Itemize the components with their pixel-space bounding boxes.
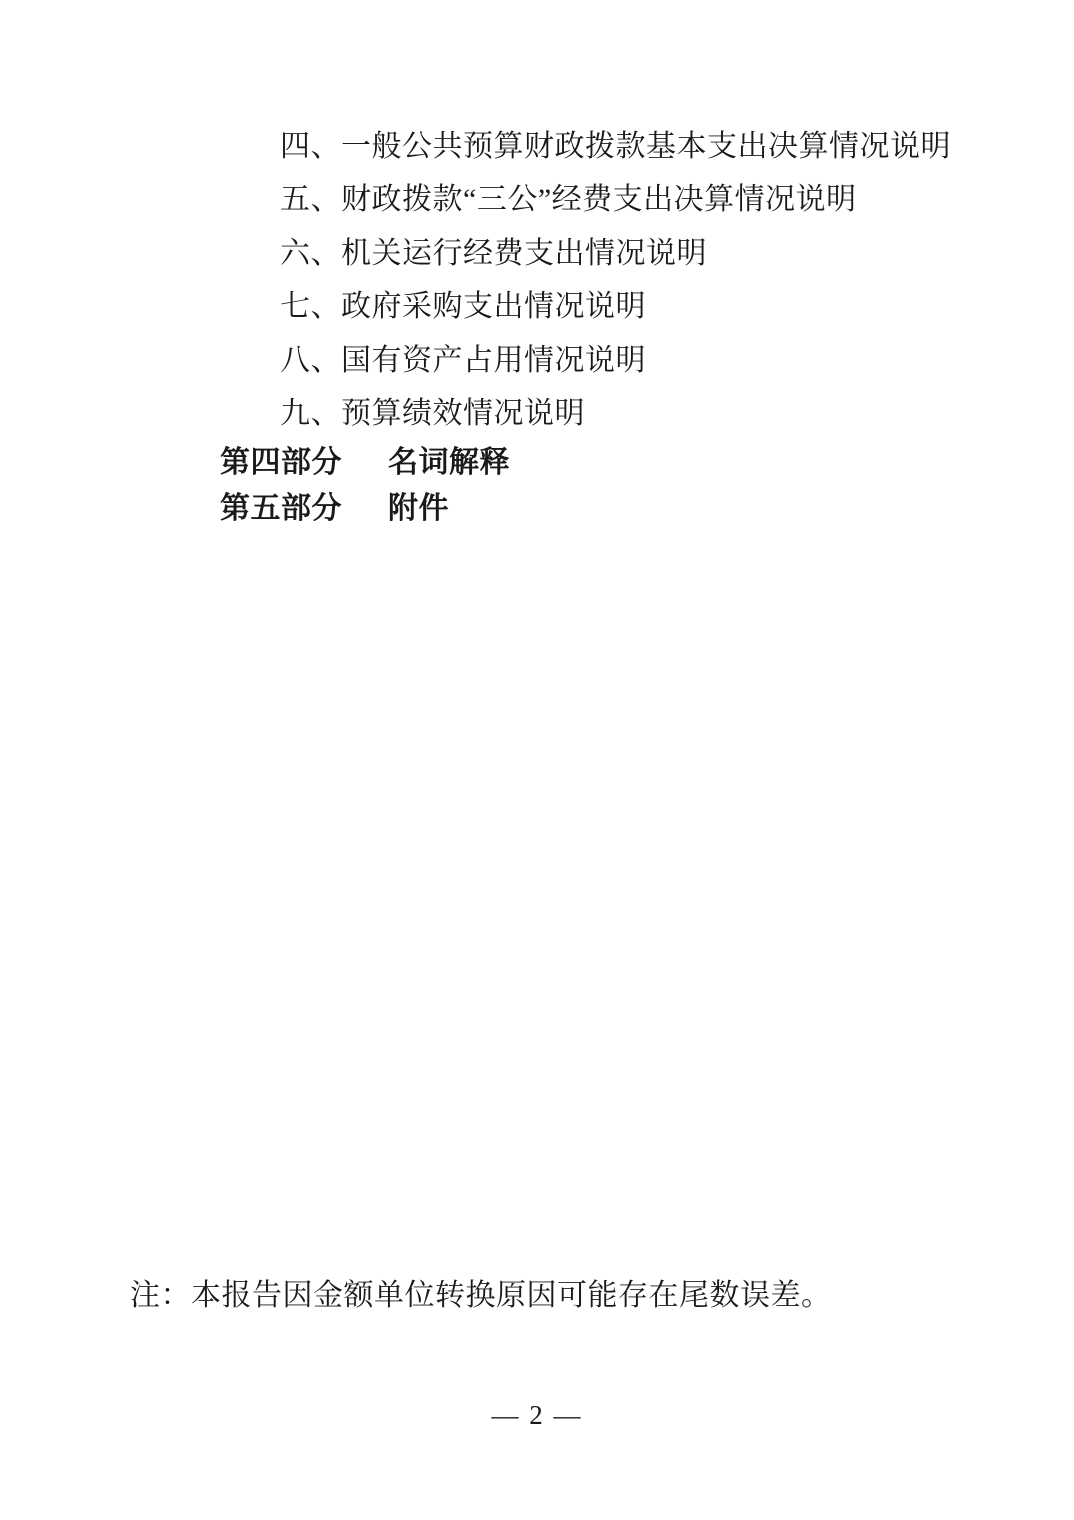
toc-sub-item: 四、一般公共预算财政拨款基本支出决算情况说明: [280, 130, 951, 163]
toc-sub-item: 七、政府采购支出情况说明: [280, 290, 646, 324]
toc-part-label: 第四部分: [220, 445, 342, 481]
document-note: 注：本报告因金额单位转换原因可能存在尾数误差。: [130, 1279, 832, 1312]
table-of-contents: [130, 120, 951, 532]
toc-sub-item: 六、机关运行经费支出情况说明: [280, 236, 707, 270]
toc-part-title: 名词解释: [388, 445, 510, 481]
toc-part-title: 附件: [388, 490, 449, 526]
toc-part-label: 第五部分: [220, 490, 342, 526]
toc-sub-item: 九、预算绩效情况说明: [280, 396, 585, 430]
toc-main-item: [130, 486, 944, 532]
toc-sub-item: 五、财政拨款“三公”经费支出决算情况说明: [280, 183, 857, 217]
toc-main-item: [130, 440, 944, 486]
page-number-footer: — 2 —: [491, 1400, 583, 1430]
toc-sub-item: 八、国有资产占用情况说明: [280, 343, 646, 377]
